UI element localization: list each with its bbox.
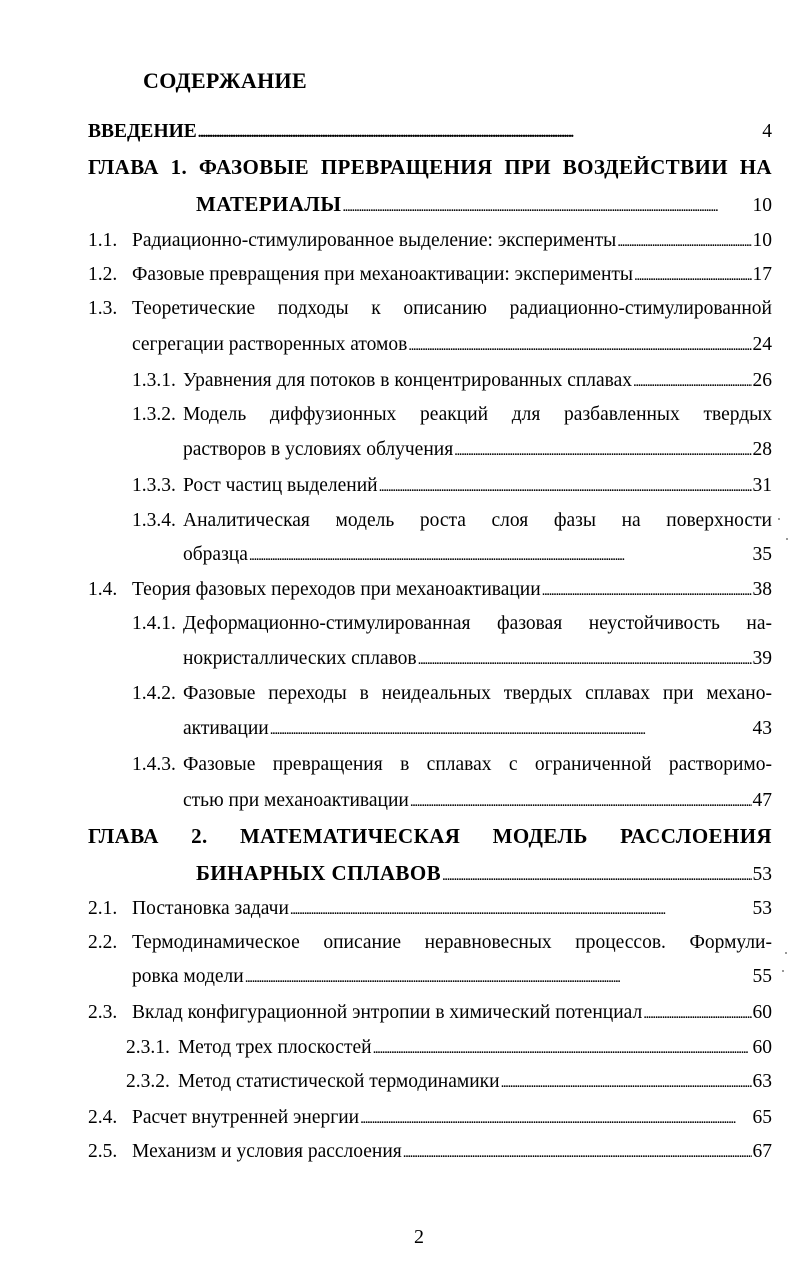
- toc-entry-text: Фазовые превращения при механоактивации: эксперименты: [132, 264, 634, 285]
- dot-leader: [249, 540, 752, 571]
- toc-entry-text: Механизм и условия расслоения: [132, 1141, 402, 1162]
- toc-entry-1-3-2-number: [132, 400, 183, 430]
- dot-leader: [198, 117, 761, 148]
- toc-entry-1-4: [88, 575, 772, 605]
- toc-entry-2-5: [88, 1137, 772, 1167]
- toc-entry-text: ВВЕДЕНИЕ: [88, 121, 197, 142]
- toc-entry-text: Метод статистической термодинамики: [178, 1071, 500, 1092]
- toc-entry-1-4-2: [183, 714, 772, 744]
- toc-entry-text: Расчет внутренней энергии: [132, 1107, 360, 1128]
- toc-entry-text: образца: [183, 544, 248, 565]
- section-number: 1.1.: [88, 230, 118, 251]
- toc-entry-2-3-2: [126, 1067, 772, 1097]
- toc-entry-1-3-number: [88, 294, 132, 324]
- toc-entry-text: ровка модели: [132, 966, 244, 987]
- toc-page-number: 39: [752, 648, 772, 669]
- scan-speck: [786, 538, 788, 540]
- section-number: 2.5.: [88, 1141, 118, 1162]
- section-number: 1.4.1.: [132, 613, 176, 634]
- section-number: 2.3.2.: [126, 1071, 170, 1092]
- toc-entry-text: Радиационно-стимулированное выделение: эксперименты: [132, 230, 617, 251]
- toc-page-number: 10: [752, 195, 772, 216]
- toc-page-number: 53: [752, 898, 772, 919]
- toc-page-number: 10: [752, 230, 772, 251]
- dot-leader: [403, 1137, 752, 1168]
- section-number: 2.2.: [88, 932, 118, 953]
- dot-leader: [418, 644, 752, 675]
- dot-leader: [379, 471, 752, 502]
- toc-entry-text: растворов в условиях облучения: [183, 439, 454, 460]
- toc-entry-text: сегрегации растворенных атомов: [132, 334, 408, 355]
- toc-entry-text: Теория фазовых переходов при механоактивации: [132, 579, 541, 600]
- section-number: 1.3.1.: [132, 370, 176, 391]
- toc-entry-chapter-2: [196, 858, 772, 888]
- toc-entry-text: Метод трех плоскостей: [178, 1037, 372, 1058]
- toc-entry-1-4-1-number: [132, 609, 183, 639]
- toc-entry-1-3-4-line1: Аналитическая модель роста слоя фазы на поверхности: [183, 510, 772, 531]
- section-number: 2.1.: [88, 898, 118, 919]
- toc-entry-text: Рост частиц выделений: [183, 475, 378, 496]
- section-number: 2.3.: [88, 1002, 118, 1023]
- toc-page-number: 17: [752, 264, 772, 285]
- section-number: 1.4.: [88, 579, 118, 600]
- toc-entry-1-3-4: [183, 540, 772, 570]
- toc-page-number: 43: [752, 718, 772, 739]
- scan-speck: [782, 970, 784, 972]
- section-number: 1.3.2.: [132, 404, 176, 425]
- toc-entry-2-3-1: [126, 1033, 772, 1063]
- toc-page-number: 4: [762, 121, 772, 142]
- toc-entry-text: стью при механоактивации: [183, 790, 409, 811]
- section-number: 1.2.: [88, 264, 118, 285]
- toc-entry-1-3-2-line1: Модель диффузионных реакций для разбавленных твердых: [183, 404, 772, 425]
- section-number: 2.4.: [88, 1107, 118, 1128]
- toc-entry-1-2: [88, 260, 772, 290]
- dot-leader: [290, 894, 752, 925]
- chapter-2-title-line2: БИНАРНЫХ СПЛАВОВ: [196, 861, 441, 885]
- toc-entry-2-3: [88, 998, 772, 1028]
- dot-leader: [542, 575, 752, 606]
- dot-leader: [633, 366, 751, 397]
- section-number: 1.3.3.: [132, 475, 176, 496]
- toc-entry-text: Постановка задачи: [132, 898, 289, 919]
- chapter-1-title-line2: МАТЕРИАЛЫ: [196, 192, 342, 216]
- toc-entry-text: нокристаллических сплавов: [183, 648, 417, 669]
- toc-page-number: 35: [752, 544, 772, 565]
- toc-entry-intro: [88, 117, 772, 147]
- dot-leader: [442, 860, 752, 891]
- toc-entry-1-4-3-line1: Фазовые превращения в сплавах с ограниченной растворимо-: [183, 754, 772, 775]
- toc-entry-1-4-3: [183, 786, 772, 816]
- toc-page-number: 38: [752, 579, 772, 600]
- toc-entry-1-3: [132, 330, 772, 360]
- toc-entry-text: Уравнения для потоков в концентрированных сплавах: [183, 370, 633, 391]
- dot-leader: [342, 191, 751, 222]
- chapter-1-title-line1: ГЛАВА 1. ФАЗОВЫЕ ПРЕВРАЩЕНИЯ ПРИ ВОЗДЕЙСТВИИ НА: [88, 155, 772, 179]
- scan-speck: [778, 518, 780, 520]
- toc-page-number: 26: [752, 370, 772, 391]
- toc-entry-2-2-line1: Термодинамическое описание неравновесных процессов. Формули-: [132, 932, 772, 953]
- dot-leader: [410, 786, 752, 817]
- dot-leader: [501, 1067, 752, 1098]
- chapter-2-title-line1: ГЛАВА 2. МАТЕМАТИЧЕСКАЯ МОДЕЛЬ РАССЛОЕНИЯ: [88, 824, 772, 848]
- dot-leader: [617, 226, 751, 257]
- page-title: СОДЕРЖАНИЕ: [143, 68, 307, 93]
- toc-entry-1-4-1: [183, 644, 772, 674]
- toc-entry-2-2-number: [88, 928, 132, 958]
- toc-entry-2-4: [88, 1103, 772, 1133]
- toc-page-number: 47: [752, 790, 772, 811]
- toc-page-number: 55: [752, 966, 772, 987]
- dot-leader: [360, 1103, 751, 1134]
- section-number: 1.3.4.: [132, 510, 176, 531]
- toc-entry-1-3-1: [132, 366, 772, 396]
- toc-entry-1-1: [88, 226, 772, 256]
- toc-page-number: 63: [752, 1071, 772, 1092]
- section-number: 1.4.3.: [132, 754, 176, 775]
- toc-page-number: 67: [752, 1141, 772, 1162]
- toc-entry-1-4-2-line1: Фазовые переходы в неидеальных твердых сплавах при механо-: [183, 683, 772, 704]
- toc-entry-1-3-3: [132, 471, 772, 501]
- dot-leader: [373, 1033, 752, 1064]
- page-number: 2: [414, 1226, 424, 1248]
- toc-entry-text: Вклад конфигурационной энтропии в химический потенциал: [132, 1002, 643, 1023]
- section-number: 1.4.2.: [132, 683, 176, 704]
- section-number: 1.3.: [88, 298, 118, 319]
- toc-page-number: 65: [752, 1107, 772, 1128]
- toc-entry-1-3-line1: Теоретические подходы к описанию радиационно-стимулированной: [132, 298, 772, 319]
- toc-entry-1-4-3-number: [132, 750, 183, 780]
- toc-page-number: 24: [752, 334, 772, 355]
- toc-entry-1-3-2: [183, 435, 772, 465]
- dot-leader: [408, 330, 751, 361]
- section-number: 2.3.1.: [126, 1037, 170, 1058]
- dot-leader: [634, 260, 751, 291]
- toc-entry-chapter-1: [196, 189, 772, 219]
- dot-leader: [454, 435, 751, 466]
- dot-leader: [270, 714, 752, 745]
- toc-entry-1-4-1-line1: Деформационно-стимулированная фазовая неустойчивость на-: [183, 613, 772, 634]
- toc-page-number: 53: [752, 864, 772, 885]
- toc-entry-text: активации: [183, 718, 269, 739]
- toc-page-number: 60: [752, 1002, 772, 1023]
- toc-page-number: 31: [752, 475, 772, 496]
- toc-page-number: 28: [752, 439, 772, 460]
- dot-leader: [643, 998, 751, 1029]
- toc-page-number: 60: [752, 1037, 772, 1058]
- toc-entry-2-2: [132, 962, 772, 992]
- toc-entry-1-3-4-number: [132, 506, 183, 536]
- dot-leader: [245, 962, 752, 993]
- toc-entry-1-4-2-number: [132, 679, 183, 709]
- toc-entry-2-1: [88, 894, 772, 924]
- scan-speck: [785, 952, 787, 954]
